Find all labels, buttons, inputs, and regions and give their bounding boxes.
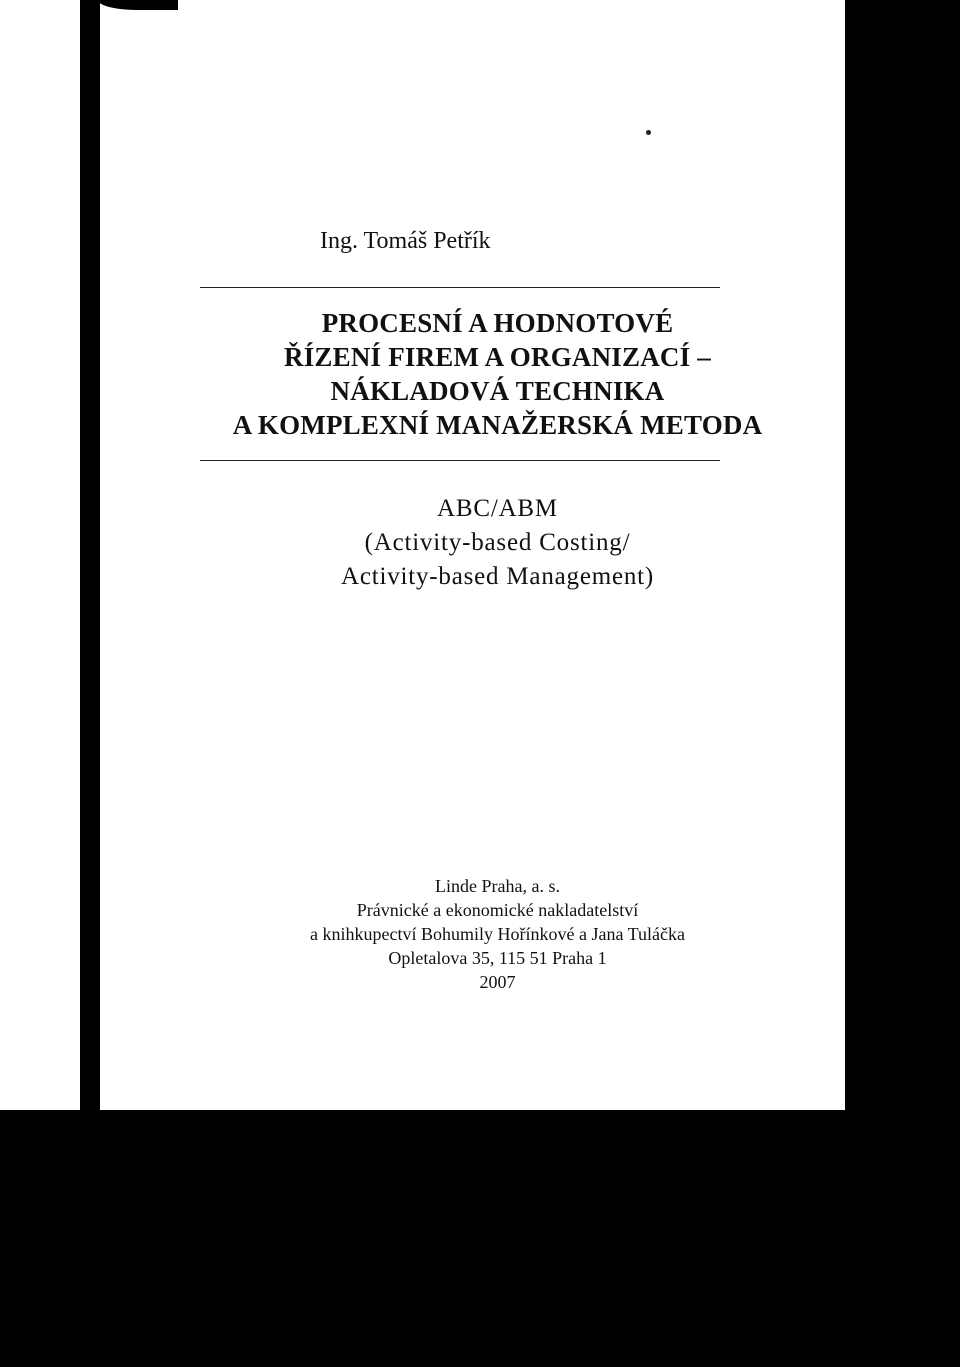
title-rule-bottom [200,460,720,461]
book-subtitle [50,492,845,594]
publisher-address: Opletalova 35, 115 51 Praha 1 [388,948,607,968]
scan-right-border [845,0,960,1120]
subtitle-line-3: Activity-based Management) [340,563,655,590]
title-page [100,6,845,1110]
scan-edge-mark [98,0,178,10]
title-line-2: ŘÍZENÍ FIREM A ORGANIZACÍ – [284,342,711,372]
title-line-4: A KOMPLEXNÍ MANAŽERSKÁ METODA [232,410,763,440]
publisher-block [50,874,845,994]
publisher-name: Linde Praha, a. s. [435,876,560,896]
scan-speck [646,130,651,135]
scan-bottom-border [0,1110,960,1367]
book-title [50,306,845,442]
publisher-owners: a knihkupectví Bohumily Hořínkové a Jana Tuláčka [310,924,685,944]
subtitle-line-1: ABC/ABM [437,495,558,522]
publisher-description: Právnické a ekonomické nakladatelství [356,900,639,920]
author-name: Ing. Tomáš Petřík [320,228,491,254]
title-line-3: NÁKLADOVÁ TECHNIKA [330,376,665,406]
publication-year: 2007 [479,972,516,992]
title-rule-top [200,287,720,288]
subtitle-line-2: (Activity-based Costing/ [364,529,631,556]
title-line-1: PROCESNÍ A HODNOTOVÉ [321,308,674,338]
